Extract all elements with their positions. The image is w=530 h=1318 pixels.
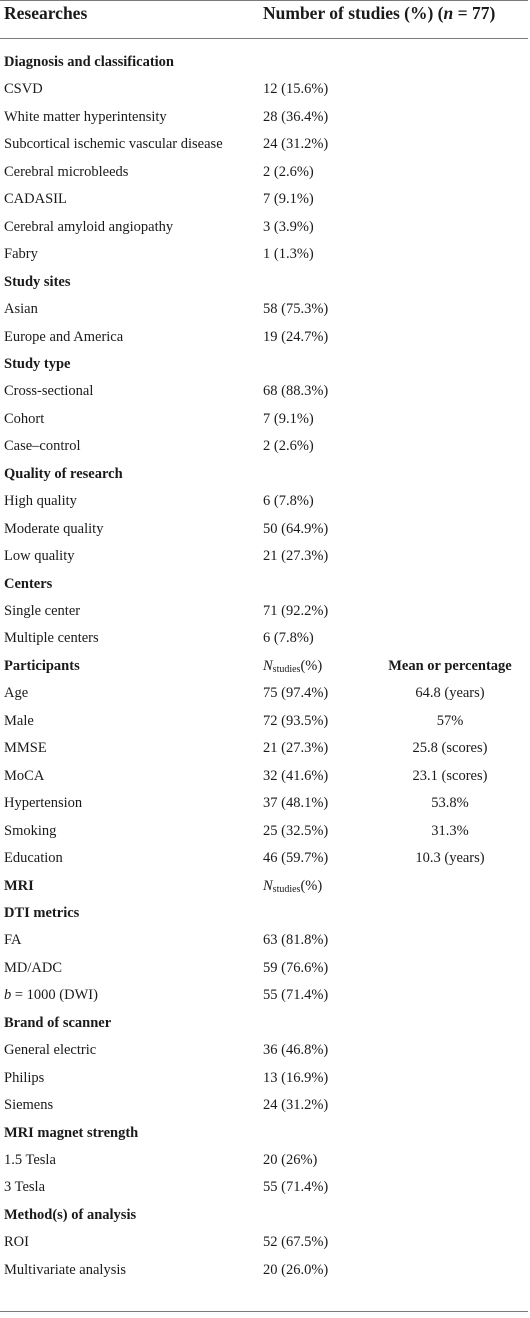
table-row (0, 960, 530, 987)
row-label: CADASIL (4, 191, 67, 208)
table-row (0, 795, 530, 822)
section-label: Diagnosis and classification (4, 54, 174, 70)
mean-column-heading: Mean or percentage (388, 657, 512, 674)
row-label-rest: = 1000 (DWI) (11, 987, 98, 1004)
row-label: Hypertension (4, 795, 83, 812)
row-label: Asian (4, 301, 38, 318)
table-row (0, 823, 530, 850)
row-label: Single center (4, 603, 81, 619)
section-row (0, 356, 530, 383)
row-value: 12 (15.6%) (263, 81, 329, 98)
row-label: Low quality (4, 548, 75, 565)
table-row (0, 713, 530, 740)
row-label: Fabry (4, 246, 38, 263)
row-value: 2 (2.6%) (263, 163, 314, 180)
row-label: CSVD (4, 81, 43, 98)
row-mean-value: 31.3% (431, 822, 469, 839)
nstudies-subscript: studies (272, 883, 301, 895)
header-n-value: = 77) (453, 3, 496, 23)
table-row (0, 246, 530, 273)
row-value: 75 (97.4%) (263, 685, 329, 702)
row-label: MMSE (4, 740, 47, 757)
row-label: Europe and America (4, 328, 124, 345)
row-value: 6 (7.8%) (263, 630, 314, 647)
row-value: 2 (2.6%) (263, 438, 314, 455)
table-row (0, 521, 530, 548)
table-row (0, 438, 530, 465)
table-row (0, 1262, 530, 1289)
table-row (0, 768, 530, 795)
row-value: 58 (75.3%) (263, 301, 329, 318)
row-label: Education (4, 850, 63, 867)
table-row (0, 850, 530, 877)
table-row (0, 81, 530, 108)
row-value: 32 (41.6%) (263, 767, 329, 784)
row-value: 37 (48.1%) (263, 795, 329, 812)
row-value: 25 (32.5%) (263, 822, 329, 839)
section-row (0, 274, 530, 301)
section-label: MRI magnet strength (4, 1124, 139, 1141)
section-label: Quality of research (4, 465, 123, 482)
section-label: Study sites (4, 273, 71, 290)
row-label: Case–control (4, 438, 81, 455)
row-label: Cerebral microbleeds (4, 163, 129, 180)
row-value: 55 (71.4%) (263, 1179, 329, 1196)
table-row (0, 1070, 530, 1097)
header-number-of-studies (263, 3, 495, 24)
top-rule (0, 0, 528, 1)
row-label: Subcortical ischemic vascular disease (4, 136, 223, 153)
table-row (0, 740, 530, 767)
nstudies-heading (263, 658, 322, 675)
row-value: 7 (9.1%) (263, 191, 314, 208)
row-mean-value: 23.1 (scores) (412, 767, 488, 784)
row-mean-value: 57% (436, 712, 464, 729)
row-value: 20 (26%) (263, 1152, 318, 1168)
table-row (0, 191, 530, 218)
row-value: 6 (7.8%) (263, 493, 314, 510)
table-row (0, 1179, 530, 1206)
table-row (0, 136, 530, 163)
table-row (0, 1234, 530, 1261)
table-row (0, 411, 530, 438)
bottom-rule (0, 1311, 528, 1312)
row-label: Siemens (4, 1097, 54, 1114)
nstudies-percent: (%) (300, 877, 323, 894)
row-label: White matter hyperintensity (4, 108, 167, 125)
table-row (0, 1152, 530, 1179)
table-row (0, 329, 530, 356)
nstudies-symbol: N (263, 877, 273, 894)
table-row (0, 630, 530, 657)
row-label: Multiple centers (4, 630, 99, 647)
header-rule (0, 38, 528, 39)
table-row (0, 603, 530, 630)
row-label: Philips (4, 1069, 45, 1086)
row-label: MoCA (4, 767, 45, 784)
row-value: 52 (67.5%) (263, 1234, 329, 1251)
header-researches: Researches (4, 3, 88, 23)
row-label: 3 Tesla (4, 1179, 46, 1196)
row-mean-value: 64.8 (years) (415, 685, 485, 702)
table-row (0, 1097, 530, 1124)
section-label: Brand of scanner (4, 1014, 112, 1031)
table-row (0, 493, 530, 520)
row-value: 21 (27.3%) (263, 548, 329, 565)
table-row (0, 383, 530, 410)
row-mean-value: 25.8 (scores) (412, 740, 488, 757)
table-row (0, 219, 530, 246)
row-label: Smoking (4, 822, 57, 839)
row-label: FA (4, 932, 22, 949)
section-row (0, 466, 530, 493)
row-value: 13 (16.9%) (263, 1069, 329, 1086)
row-label (4, 987, 98, 1004)
row-value: 28 (36.4%) (263, 108, 329, 125)
row-mean-value: 10.3 (years) (415, 850, 485, 867)
row-mean-value: 53.8% (431, 795, 469, 812)
section-label: Study type (4, 355, 71, 372)
row-label: Cohort (4, 410, 45, 427)
section-label: Participants (4, 657, 80, 674)
row-label: Cross-sectional (4, 383, 94, 400)
row-label: Male (4, 712, 34, 729)
section-label: Centers (4, 575, 53, 592)
header-n-symbol: n (443, 3, 454, 23)
row-value: 46 (59.7%) (263, 850, 329, 867)
row-label: Moderate quality (4, 520, 104, 537)
table-row (0, 109, 530, 136)
table-row (0, 987, 530, 1014)
nstudies-heading (263, 878, 322, 895)
section-row (0, 54, 530, 81)
row-label: Cerebral amyloid angiopathy (4, 218, 174, 235)
row-label: Age (4, 685, 29, 702)
row-value: 3 (3.9%) (263, 218, 314, 235)
row-value: 7 (9.1%) (263, 410, 314, 427)
row-label: General electric (4, 1042, 97, 1059)
section-label: DTI metrics (4, 904, 80, 921)
row-value: 1 (1.3%) (263, 246, 314, 263)
row-value: 50 (64.9%) (263, 520, 329, 537)
section-row (0, 1125, 530, 1152)
row-value: 24 (31.2%) (263, 136, 329, 153)
nstudies-percent: (%) (300, 657, 323, 674)
table-row (0, 685, 530, 712)
row-label: 1.5 Tesla (4, 1152, 56, 1168)
row-value: 20 (26.0%) (263, 1261, 329, 1278)
row-value: 63 (81.8%) (263, 932, 329, 949)
row-label-variable: b (4, 987, 12, 1004)
section-row (0, 576, 530, 603)
row-value: 36 (46.8%) (263, 1042, 329, 1059)
table-row (0, 1042, 530, 1069)
row-value: 19 (24.7%) (263, 328, 329, 345)
row-label: ROI (4, 1234, 29, 1251)
section-label: MRI (4, 877, 34, 894)
row-value: 24 (31.2%) (263, 1097, 329, 1114)
row-label: MD/ADC (4, 959, 63, 976)
row-value: 21 (27.3%) (263, 740, 329, 757)
section-row (0, 878, 530, 905)
section-row (0, 905, 530, 932)
nstudies-subscript: studies (272, 663, 301, 675)
row-label: Multivariate analysis (4, 1261, 127, 1278)
row-value: 71 (92.2%) (263, 603, 329, 619)
header-number-label: Number of studies (%) ( (263, 3, 444, 23)
nstudies-symbol: N (263, 657, 273, 674)
table-row (0, 932, 530, 959)
section-row (0, 658, 530, 685)
section-label: Method(s) of analysis (4, 1206, 137, 1223)
section-row (0, 1015, 530, 1042)
table-row (0, 301, 530, 328)
table-row (0, 164, 530, 191)
row-value: 59 (76.6%) (263, 959, 329, 976)
row-value: 55 (71.4%) (263, 987, 329, 1004)
table-row (0, 548, 530, 575)
section-row (0, 1207, 530, 1234)
row-value: 68 (88.3%) (263, 383, 329, 400)
row-label: High quality (4, 493, 77, 510)
row-value: 72 (93.5%) (263, 712, 329, 729)
